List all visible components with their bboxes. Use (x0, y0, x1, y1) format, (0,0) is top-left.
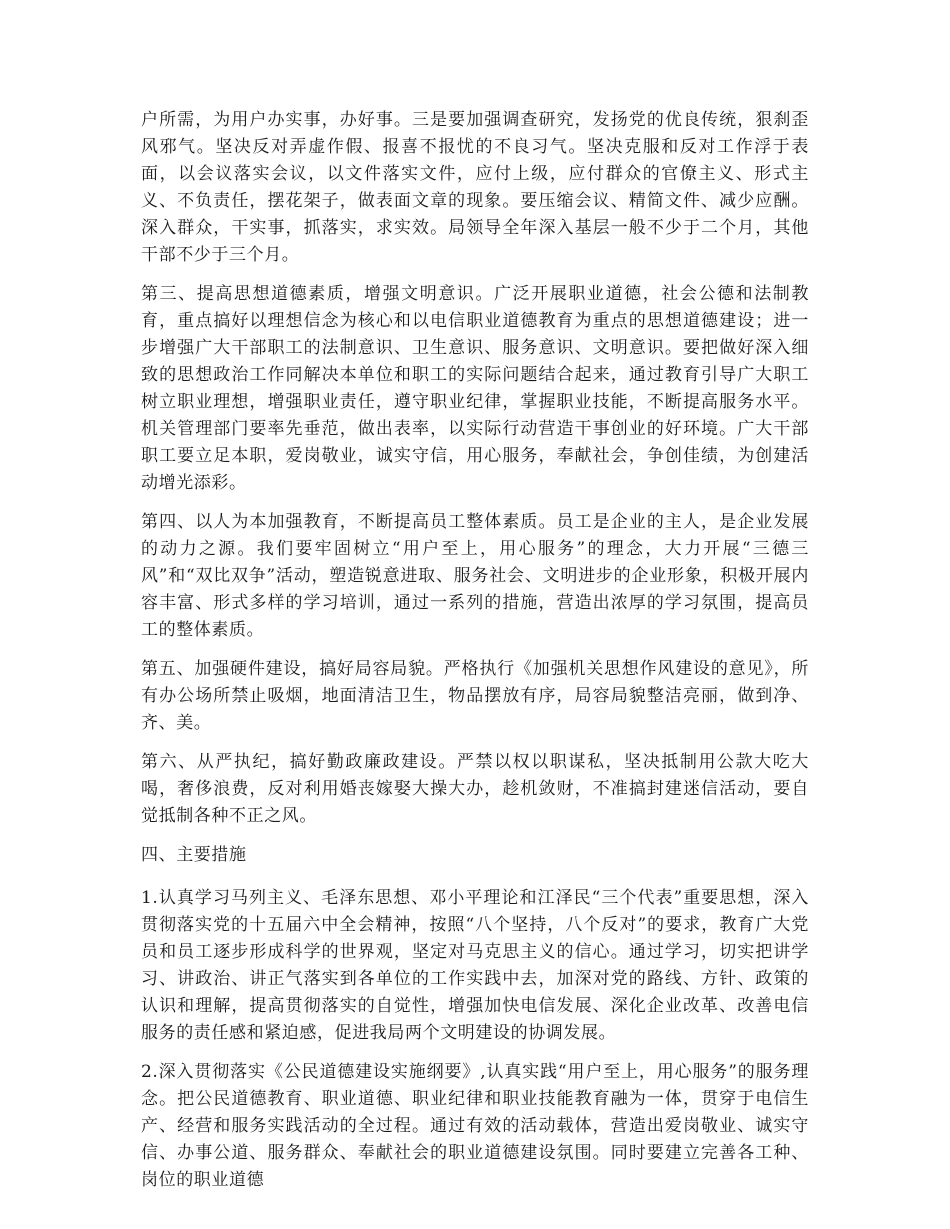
paragraph-measure-2: 2.深入贯彻落实《公民道德建设实施纲要》,认真实践“用户至上，用心服务”的服务理念。把公民道德教育、职业道德、职业纪律和职业技能教育融为一体，贯穿于电信生产、经营和服务实践活动的全过程。通过有效的活动载体，营造出爱岗敬业、诚实守信、办事公道、服务群众、奉献社会的职业道德建设氛围。同时要建立完善各工种、岗位的职业道德 (141, 1062, 809, 1190)
document-page (141, 107, 809, 1206)
paragraph-continuation: 户所需，为用户办实事，办好事。三是要加强调查研究，发扬党的优良传统，狠刹歪风邪气。坚决反对弄虚作假、报喜不报忧的不良习气。坚决克服和反对工作浮于表面，以会议落实会议，以文件落实文件，应付上级，应付群众的官僚主义、形式主义、不负责任，摆花架子，做表面文章的现象。要压缩会议、精简文件、减少应酬。深入群众，干实事，抓落实，求实效。局领导全年深入基层一般不少于二个月，其他干部不少于三个月。 (141, 110, 809, 265)
paragraph-measure-1: 1.认真学习马列主义、毛泽东思想、邓小平理论和江泽民“三个代表”重要思想，深入贯彻落实党的十五届六中全会精神，按照“八个坚持，八个反对”的要求，教育广大党员和员工逐步形成科学的世界观，坚定对马克思主义的信心。通过学习，切实把讲学习、讲政治、讲正气落实到各单位的工作实践中去，加深对党的路线、方针、政策的认识和理解，提高贯彻落实的自觉性，增强加快电信发展、深化企业改革、改善电信服务的责任感和紧迫感，促进我局两个文明建设的协调发展。 (141, 888, 809, 1043)
paragraph-section-four: 第四、以人为本加强教育，不断提高员工整体素质。员工是企业的主人，是企业发展的动力之源。我们要牢固树立“用户至上，用心服务”的理念，大力开展“三德三风”和“双比双争”活动，塑造锐意进取、服务社会、文明进步的企业形象，积极开展内容丰富、形式多样的学习培训，通过一系列的措施，营造出浓厚的学习氛围，提高员工的整体素质。 (141, 512, 809, 640)
paragraph-section-five: 第五、加强硬件建设，搞好局容局貌。严格执行《加强机关思想作风建设的意见》，所有办公场所禁止吸烟，地面清洁卫生，物品摆放有序，局容局貌整洁亮丽，做到净、齐、美。 (141, 659, 809, 733)
paragraph-section-six: 第六、从严执纪，搞好勤政廉政建设。严禁以权以职谋私，坚决抵制用公款大吃大喝，奢侈浪费，反对利用婚丧嫁娶大操大办，趁机敛财，不准搞封建迷信活动，要自觉抵制各种不正之风。 (141, 752, 809, 826)
paragraph-section-three: 第三、提高思想道德素质，增强文明意识。广泛开展职业道德，社会公德和法制教育，重点搞好以理想信念为核心和以电信职业道德教育为重点的思想道德建设；进一步增强广大干部职工的法制意识、卫生意识、服务意识、文明意识。要把做好深入细致的思想政治工作同解决本单位和职工的实际问题结合起来，通过教育引导广大职工树立职业理想，增强职业责任，遵守职业纪律，掌握职业技能，不断提高服务水平。机关管理部门要率先垂范，做出表率，以实际行动营造干事创业的好环境。广大干部职工要立足本职，爱岗敬业，诚实守信，用心服务，奉献社会，争创佳绩，为创建活动增光添彩。 (141, 284, 809, 493)
section-heading-main-measures: 四、主要措施 (141, 845, 247, 865)
